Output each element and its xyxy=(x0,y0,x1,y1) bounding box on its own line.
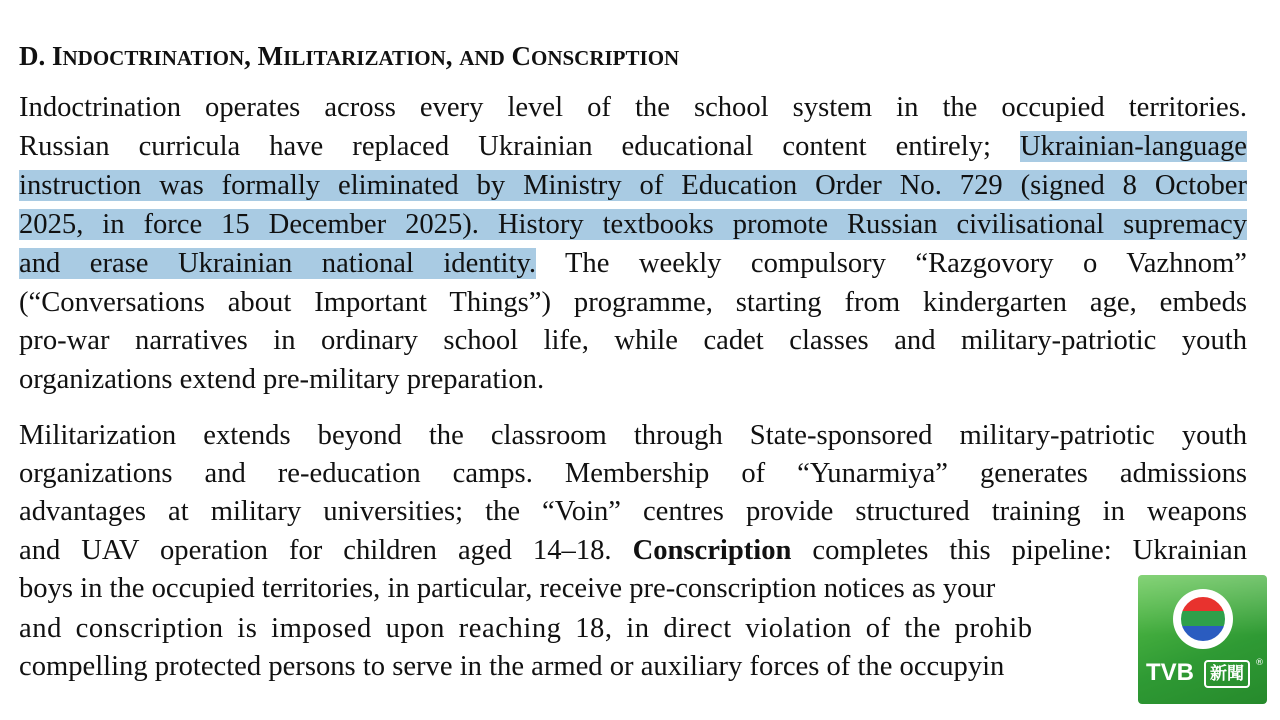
logo-news-badge: 新聞 xyxy=(1204,660,1250,688)
registered-mark: ® xyxy=(1255,658,1264,668)
text-line: and UAV operation for children aged 14–18. Conscription completes this pipeline: Ukrainian xyxy=(19,535,1248,566)
text-line: Indoctrination operates across every level of the school system in the occupied territories. xyxy=(19,92,1247,123)
bold-term: Conscription xyxy=(632,535,792,566)
text-line: advantages at military universities; the “Voin” centres provide structured training in weapons xyxy=(19,496,1247,527)
text-line xyxy=(19,205,1247,244)
text-line: boys in the occupied territories, in particular, receive pre-conscription notices as your xyxy=(19,573,996,604)
highlighted-text: Ukrainian-language xyxy=(1019,131,1247,162)
logo-brand-text: TVB xyxy=(1146,659,1194,686)
text-line xyxy=(19,166,1247,205)
highlighted-text: and erase Ukrainian national identity. xyxy=(19,248,536,279)
text-line: compelling protected persons to serve in the armed or auxiliary forces of the occupyin xyxy=(19,651,1005,682)
tvb-rainbow-logo-icon xyxy=(1171,587,1235,651)
highlighted-text: 2025, in force 15 December 2025). History textbooks promote Russian civilisational supremacy xyxy=(19,209,1247,240)
tvb-news-logo xyxy=(1138,575,1267,704)
text-line: Russian curricula have replaced Ukrainian educational content entirely; Ukrainian-language xyxy=(19,131,1247,162)
text-line: and conscription is imposed upon reaching 18, in direct violation of the prohib xyxy=(19,613,1033,644)
text-line: organizations extend pre-military preparation. xyxy=(19,364,545,395)
text-line: and erase Ukrainian national identity. The weekly compulsory “Razgovory o Vazhnom” xyxy=(19,248,1247,279)
text-line: (“Conversations about Important Things”) programme, starting from kindergarten age, embeds xyxy=(19,287,1247,318)
text-line: pro-war narratives in ordinary school life, while cadet classes and military-patriotic youth xyxy=(19,325,1247,356)
highlighted-text: instruction was formally eliminated by Ministry of Education Order No. 729 (signed 8 October xyxy=(19,170,1247,201)
text-line: organizations and re-education camps. Membership of “Yunarmiya” generates admissions xyxy=(19,458,1247,489)
text-line: Militarization extends beyond the classroom through State-sponsored military-patriotic youth xyxy=(19,420,1247,451)
section-heading: D. INDOCTRINATION, MILITARIZATION, AND CONSCRIPTION xyxy=(19,41,680,71)
